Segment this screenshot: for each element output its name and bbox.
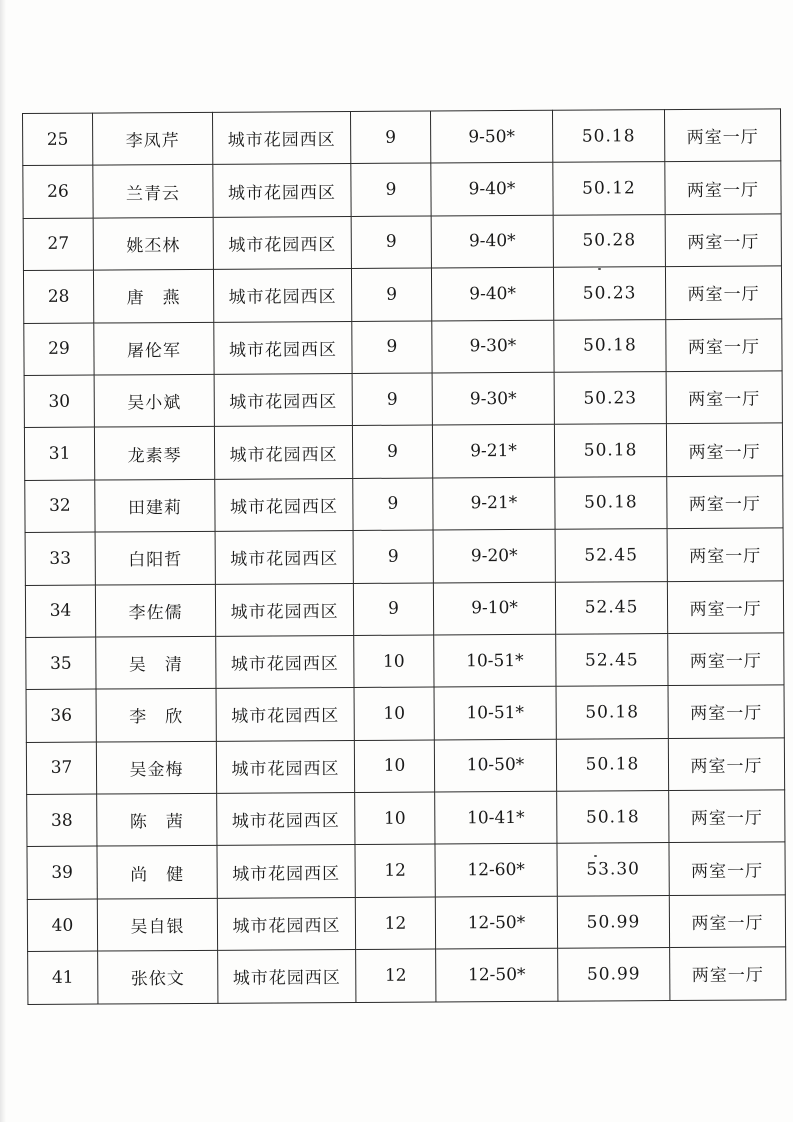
table-row xyxy=(24,318,782,375)
row-number: 28 xyxy=(23,270,93,323)
row-number: 25 xyxy=(23,113,93,166)
row-number: 31 xyxy=(24,427,94,480)
building-number: 9 xyxy=(352,425,432,478)
building-number: 12 xyxy=(356,949,436,1002)
resident-name: 张依文 xyxy=(98,951,218,1004)
resident-name: 唐 燕 xyxy=(93,270,213,323)
table-row xyxy=(27,895,785,952)
district: 城市花园西区 xyxy=(212,111,350,164)
room-number: 9-50* xyxy=(430,110,552,163)
table-row xyxy=(26,738,784,795)
unit-layout: 两室一厅 xyxy=(665,266,781,319)
floor-area: 52.45 xyxy=(556,633,668,686)
floor-area: 50.18 xyxy=(556,738,668,791)
table-row xyxy=(25,580,783,637)
building-number: 9 xyxy=(353,530,433,583)
building-number: 9 xyxy=(353,583,433,636)
unit-layout: 两室一厅 xyxy=(665,161,781,214)
row-number: 29 xyxy=(24,323,94,376)
resident-name: 李 欣 xyxy=(96,689,216,742)
district: 城市花园西区 xyxy=(214,373,352,426)
row-number: 35 xyxy=(26,637,96,690)
table-row xyxy=(23,109,781,166)
unit-layout: 两室一厅 xyxy=(667,580,783,633)
resident-name: 尚 健 xyxy=(97,846,217,899)
resident-name: 吴 清 xyxy=(96,636,216,689)
district: 城市花园西区 xyxy=(217,845,355,898)
building-number: 12 xyxy=(355,844,435,897)
table-row xyxy=(25,528,783,585)
scan-speck xyxy=(598,268,601,270)
building-number: 10 xyxy=(355,792,435,845)
district: 城市花园西区 xyxy=(217,793,355,846)
unit-layout: 两室一厅 xyxy=(666,423,782,476)
building-number: 12 xyxy=(355,897,435,950)
unit-layout: 两室一厅 xyxy=(667,528,783,581)
floor-area: 50.18 xyxy=(552,110,664,163)
room-number: 10-51* xyxy=(434,687,556,740)
building-number: 9 xyxy=(352,321,432,374)
floor-area: 50.18 xyxy=(557,791,669,844)
resident-name: 李佐儒 xyxy=(95,584,215,637)
row-number: 41 xyxy=(28,951,98,1004)
building-number: 9 xyxy=(351,163,431,216)
building-number: 9 xyxy=(353,478,433,531)
table-row xyxy=(23,161,781,218)
row-number: 36 xyxy=(26,689,96,742)
row-number: 39 xyxy=(27,847,97,900)
row-number: 33 xyxy=(25,532,95,585)
district: 城市花园西区 xyxy=(218,950,356,1003)
room-number: 12-60* xyxy=(435,844,557,897)
room-number: 9-40* xyxy=(431,267,553,320)
building-number: 9 xyxy=(350,111,430,164)
resident-name: 龙素琴 xyxy=(94,427,214,480)
room-number: 9-21* xyxy=(432,425,554,478)
room-number: 9-30* xyxy=(432,320,554,373)
unit-layout: 两室一厅 xyxy=(669,842,785,895)
district: 城市花园西区 xyxy=(214,426,352,479)
unit-layout: 两室一厅 xyxy=(669,895,785,948)
room-number: 9-21* xyxy=(433,477,555,530)
resident-name: 吴金梅 xyxy=(96,741,216,794)
resident-name: 屠伦军 xyxy=(94,322,214,375)
row-number: 32 xyxy=(25,480,95,533)
room-number: 10-51* xyxy=(434,634,556,687)
table-row xyxy=(27,842,785,899)
building-number: 9 xyxy=(351,216,431,269)
resident-name: 田建莉 xyxy=(95,479,215,532)
floor-area: 50.18 xyxy=(554,319,666,372)
floor-area: 50.23 xyxy=(553,267,665,320)
floor-area: 53.30 xyxy=(557,843,669,896)
unit-layout: 两室一厅 xyxy=(666,371,782,424)
table-row xyxy=(28,947,786,1004)
room-number: 9-40* xyxy=(431,163,553,216)
row-number: 30 xyxy=(24,375,94,428)
floor-area: 50.99 xyxy=(557,895,669,948)
resident-name: 白阳哲 xyxy=(95,531,215,584)
row-number: 37 xyxy=(26,742,96,795)
floor-area: 50.18 xyxy=(554,424,666,477)
floor-area: 50.23 xyxy=(554,372,666,425)
floor-area: 50.18 xyxy=(555,476,667,529)
table-row xyxy=(27,790,785,847)
resident-name: 陈 茜 xyxy=(97,793,217,846)
district: 城市花园西区 xyxy=(213,269,351,322)
district: 城市花园西区 xyxy=(213,216,351,269)
table-row xyxy=(26,633,784,690)
unit-layout: 两室一厅 xyxy=(664,109,780,162)
building-number: 9 xyxy=(351,268,431,321)
resident-name: 李凤芹 xyxy=(93,112,213,165)
row-number: 34 xyxy=(25,585,95,638)
unit-layout: 两室一厅 xyxy=(668,633,784,686)
room-number: 12-50* xyxy=(435,896,557,949)
district: 城市花园西区 xyxy=(215,531,353,584)
table-body xyxy=(23,109,786,1004)
floor-area: 52.45 xyxy=(555,581,667,634)
floor-area: 50.28 xyxy=(553,214,665,267)
floor-area: 50.18 xyxy=(556,686,668,739)
row-number: 27 xyxy=(23,218,93,271)
unit-layout: 两室一厅 xyxy=(666,318,782,371)
district: 城市花园西区 xyxy=(214,321,352,374)
unit-layout: 两室一厅 xyxy=(665,214,781,267)
unit-layout: 两室一厅 xyxy=(669,790,785,843)
table-row xyxy=(24,423,782,480)
building-number: 10 xyxy=(354,740,434,793)
table-row xyxy=(25,476,783,533)
district: 城市花园西区 xyxy=(216,740,354,793)
room-number: 10-50* xyxy=(434,739,556,792)
resident-name: 吴自银 xyxy=(97,898,217,951)
room-number: 9-40* xyxy=(431,215,553,268)
room-number: 10-41* xyxy=(435,791,557,844)
floor-area: 50.99 xyxy=(558,948,670,1001)
table-row xyxy=(23,266,781,323)
building-number: 10 xyxy=(354,635,434,688)
scan-speck xyxy=(594,855,597,857)
building-number: 9 xyxy=(352,373,432,426)
resident-name: 姚丕林 xyxy=(93,217,213,270)
row-number: 38 xyxy=(27,794,97,847)
unit-layout: 两室一厅 xyxy=(670,947,786,1000)
floor-area: 52.45 xyxy=(555,529,667,582)
district: 城市花园西区 xyxy=(215,478,353,531)
room-number: 9-30* xyxy=(432,372,554,425)
unit-layout: 两室一厅 xyxy=(668,685,784,738)
resident-name: 吴小斌 xyxy=(94,374,214,427)
district: 城市花园西区 xyxy=(215,583,353,636)
row-number: 40 xyxy=(27,899,97,952)
district: 城市花园西区 xyxy=(216,688,354,741)
room-number: 9-20* xyxy=(433,529,555,582)
table-row xyxy=(26,685,784,742)
table-row xyxy=(23,214,781,271)
room-number: 12-50* xyxy=(436,948,558,1001)
room-number: 9-10* xyxy=(433,582,555,635)
resident-name: 兰青云 xyxy=(93,165,213,218)
district: 城市花园西区 xyxy=(217,897,355,950)
row-number: 26 xyxy=(23,165,93,218)
district: 城市花园西区 xyxy=(216,635,354,688)
scan-edge-shadow xyxy=(0,0,6,1122)
floor-area: 50.12 xyxy=(553,162,665,215)
building-number: 10 xyxy=(354,687,434,740)
unit-layout: 两室一厅 xyxy=(667,476,783,529)
unit-layout: 两室一厅 xyxy=(668,738,784,791)
housing-allocation-table xyxy=(22,108,786,1004)
district: 城市花园西区 xyxy=(213,164,351,217)
table-row xyxy=(24,371,782,428)
